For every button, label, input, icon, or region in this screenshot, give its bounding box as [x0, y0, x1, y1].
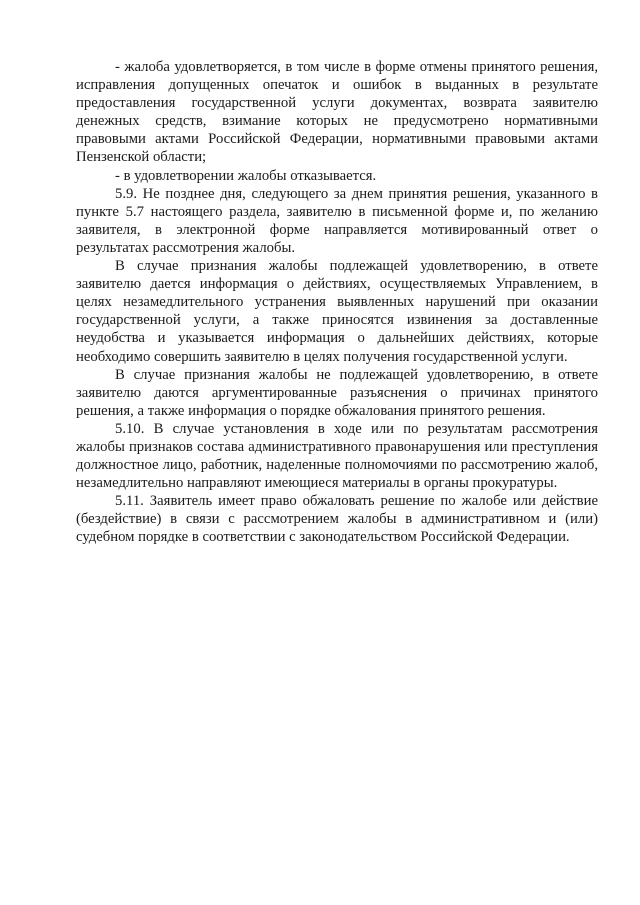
paragraph-complaint-denied-response: В случае признания жалобы не подлежащей удовлетворению, в ответе заявителю даются аргументированные разъяснения о причинах принятого решения, а также информация о порядке обжалования принятого решения. [76, 366, 598, 419]
paragraph-complaint-satisfied: - жалоба удовлетворяется, в том числе в форме отмены принятого решения, исправления допущенных опечаток и ошибок в выданных в результате предоставления государственной услуги документах, возврата заявителю денежных средств, взимание которых не предусмотрено нормативными правовыми актами Российской Федерации, нормативными правовыми актами Пензенской области; [76, 59, 598, 166]
paragraph-5-11: 5.11. Заявитель имеет право обжаловать решение по жалобе или действие (бездействие) в связи с рассмотрением жалобы в административном и (или) судебном порядке в соответствии с законодательством Российской Федерации. [76, 493, 598, 546]
paragraph-5-10: 5.10. В случае установления в ходе или по результатам рассмотрения жалобы признаков состава административного правонарушения или преступления должностное лицо, работник, наделенные полномочиями по рассмотрению жалоб, незамедлительно направляют имеющиеся материалы в органы прокуратуры. [76, 420, 598, 492]
paragraph-complaint-rejected: - в удовлетворении жалобы отказывается. [115, 167, 377, 184]
paragraph-5-9: 5.9. Не позднее дня, следующего за днем принятия решения, указанного в пункте 5.7 настоящего раздела, заявителю в письменной форме и, по желанию заявителя, в электронной форме направляется мотивированный ответ о результатах рассмотрения жалобы. [76, 185, 598, 256]
paragraph-complaint-upheld-response: В случае признания жалобы подлежащей удовлетворению, в ответе заявителю дается информация о действиях, осуществляемых Управлением, в целях незамедлительного устранения выявленных нарушений при оказании государственной услуги, а также приносятся извинения за доставленные неудобства и указывается информация о дальнейших действиях, которые необходимо совершить заявителю в целях получения государственной услуги. [76, 258, 598, 365]
document-page [76, 58, 598, 547]
